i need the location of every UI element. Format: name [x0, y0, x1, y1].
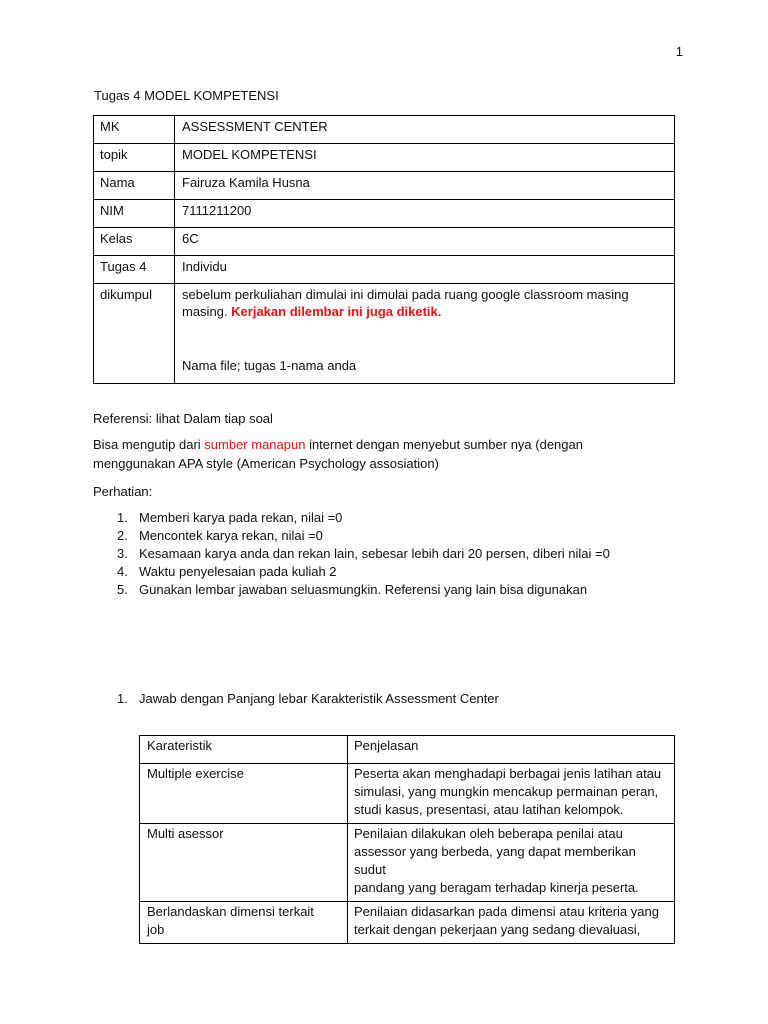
info-row-tugas: [94, 256, 675, 284]
quote-prefix: Bisa mengutip dari: [93, 437, 205, 452]
info-key: topik: [94, 144, 175, 172]
info-row-nama: [94, 172, 675, 200]
question-text: Jawab dengan Panjang lebar Karakteristik Assessment Center: [139, 691, 499, 706]
page-number: 1: [675, 44, 683, 59]
info-key: Tugas 4: [94, 256, 175, 284]
question-number: 1.: [117, 691, 128, 706]
filename-note: Nama file; tugas 1-nama anda: [182, 358, 357, 373]
list-item: [93, 563, 610, 581]
name-line: Berlandaskan dimensi terkait: [147, 904, 314, 919]
characteristic-description: [348, 764, 675, 824]
name-line: job: [147, 922, 165, 937]
list-item: [93, 527, 610, 545]
description-line: studi kasus, presentasi, atau latihan kelompok.: [354, 802, 624, 817]
list-text: Memberi karya pada rekan, nilai =0: [139, 510, 343, 525]
referensi-text: Referensi: lihat Dalam tiap soal: [93, 411, 273, 426]
question-item: [93, 690, 499, 708]
characteristic-description: [348, 902, 675, 944]
characteristic-name: Multi asessor: [140, 824, 348, 902]
table-header-row: [140, 736, 675, 764]
list-text: Mencontek karya rekan, nilai =0: [139, 528, 323, 543]
table-row: [140, 902, 675, 944]
info-value-dikumpul: [175, 284, 675, 384]
characteristic-name: [140, 902, 348, 944]
info-row-nim: [94, 200, 675, 228]
info-row-mk: [94, 116, 675, 144]
info-value: Individu: [175, 256, 675, 284]
characteristic-description: [348, 824, 675, 902]
quote-note-line2: menggunakan APA style (American Psychology assosiation): [93, 456, 439, 471]
list-number: 3.: [117, 546, 128, 561]
list-text: Kesamaan karya anda dan rekan lain, sebesar lebih dari 20 persen, diberi nilai =0: [139, 546, 610, 561]
list-text: Gunakan lembar jawaban seluasmungkin. Referensi yang lain bisa digunakan: [139, 582, 588, 597]
rules-list: [93, 509, 610, 599]
info-value: ASSESSMENT CENTER: [175, 116, 675, 144]
quote-highlight: sumber manapun: [204, 437, 306, 452]
description-line: assessor yang berbeda, yang dapat memberikan sudut: [354, 844, 636, 877]
info-key: MK: [94, 116, 175, 144]
description-line: Penilaian didasarkan pada dimensi atau kriteria yang: [354, 904, 659, 919]
info-value: 6C: [175, 228, 675, 256]
quote-note-line1: [93, 436, 693, 454]
list-number: 2.: [117, 528, 128, 543]
description-line: Peserta akan menghadapi berbagai jenis latihan atau: [354, 766, 662, 781]
dikumpul-text: sebelum perkuliahan dimulai ini dimulai pada ruang google classroom masing masing.: [182, 287, 629, 319]
description-line: Penilaian dilakukan oleh beberapa penilai atau: [354, 826, 623, 841]
list-text: Waktu penyelesaian pada kuliah 2: [139, 564, 337, 579]
header-cell-penjelasan: Penjelasan: [348, 736, 675, 764]
characteristics-table: [139, 735, 675, 944]
dikumpul-highlight: Kerjakan dilembar ini juga diketik.: [231, 304, 442, 319]
quote-suffix: internet dengan menyebut sumber nya (dengan: [305, 437, 583, 452]
description-line: terkait dengan pekerjaan yang sedang dievaluasi,: [354, 922, 641, 937]
header-cell-karateristik: Karateristik: [140, 736, 348, 764]
info-value: Fairuza Kamila Husna: [175, 172, 675, 200]
description-line: simulasi, yang mungkin mencakup permainan peran,: [354, 784, 659, 799]
list-number: 5.: [117, 582, 128, 597]
info-value: 7111211200: [175, 200, 675, 228]
list-item: [93, 509, 610, 527]
characteristic-name: Multiple exercise: [140, 764, 348, 824]
list-item: [93, 545, 610, 563]
document-title: Tugas 4 MODEL KOMPETENSI: [94, 88, 279, 103]
table-row: [140, 824, 675, 902]
perhatian-label: Perhatian:: [93, 484, 153, 499]
list-number: 1.: [117, 510, 128, 525]
description-line: pandang yang beragam terhadap kinerja peserta.: [354, 880, 639, 895]
info-key: NIM: [94, 200, 175, 228]
info-row-dikumpul: [94, 284, 675, 384]
info-row-topik: [94, 144, 675, 172]
list-number: 4.: [117, 564, 128, 579]
info-key: Kelas: [94, 228, 175, 256]
info-value: MODEL KOMPETENSI: [175, 144, 675, 172]
list-item: [93, 581, 610, 599]
info-key: dikumpul: [94, 284, 175, 384]
table-row: [140, 764, 675, 824]
info-key: Nama: [94, 172, 175, 200]
info-row-kelas: [94, 228, 675, 256]
assignment-info-table: [93, 115, 675, 384]
question-list: [93, 690, 499, 708]
